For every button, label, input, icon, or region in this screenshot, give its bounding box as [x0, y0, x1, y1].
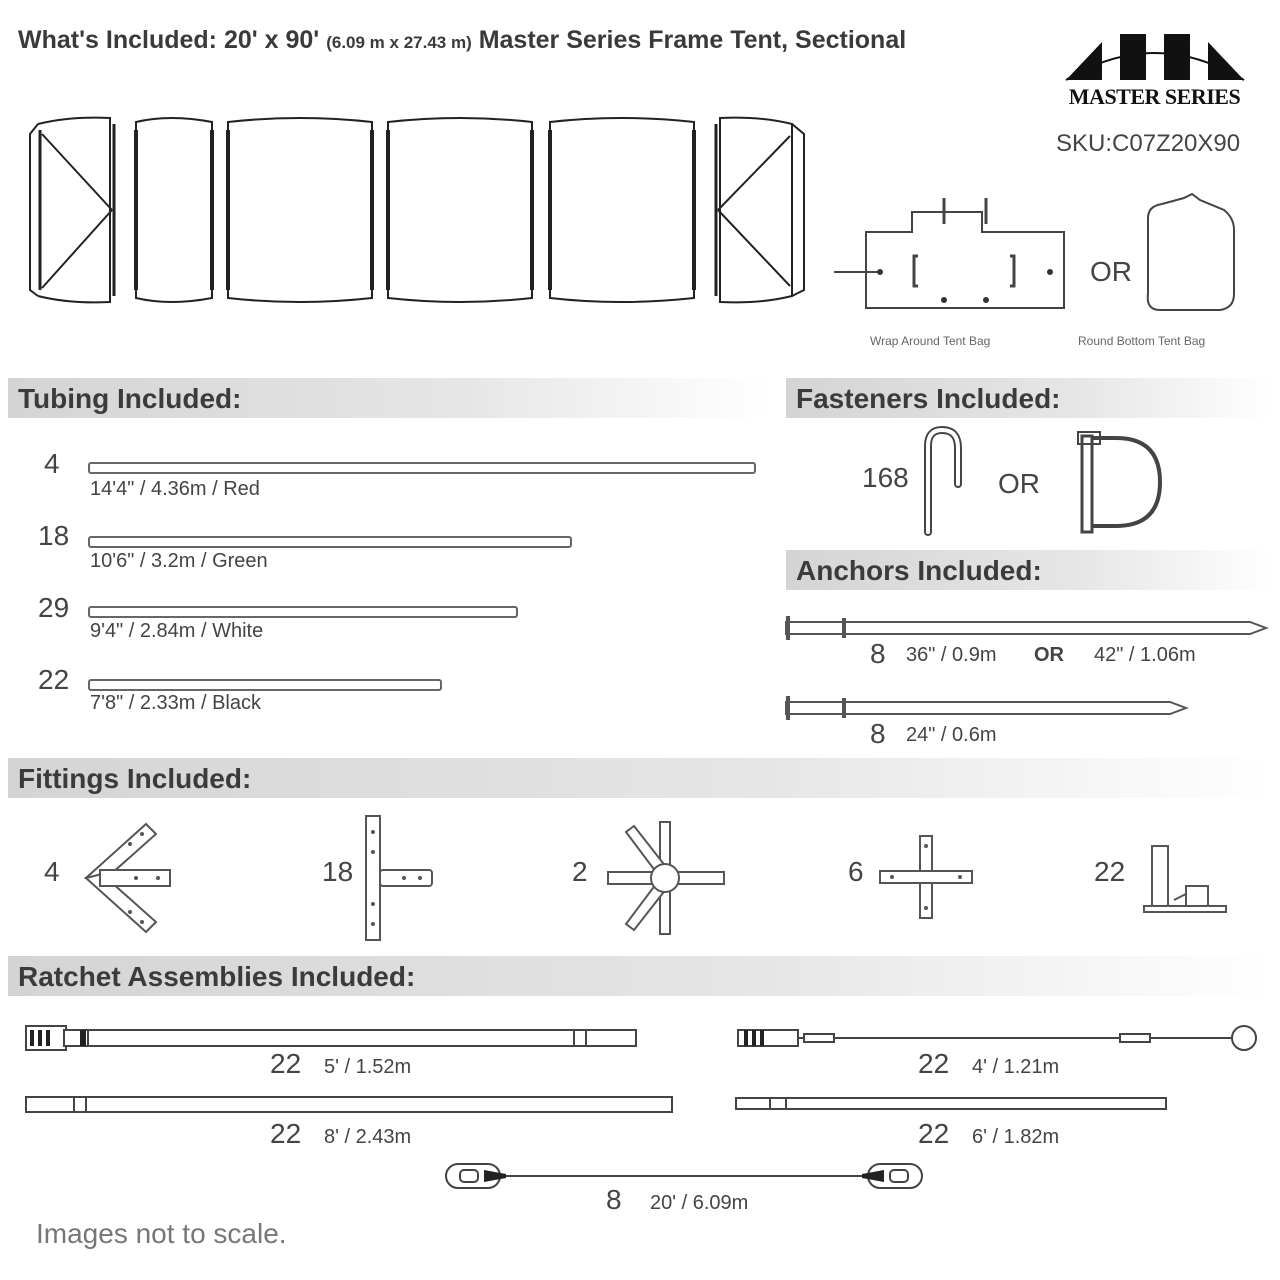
wrap-around-bag-icon: [834, 198, 1064, 308]
master-series-logo: [1052, 30, 1257, 109]
anchor-short-label: 24" / 0.6m: [906, 724, 997, 746]
tubing-white-qty: 29: [38, 592, 70, 623]
fittings-heading: Fittings Included:: [18, 763, 252, 794]
tent-stripes-icon: [1052, 30, 1257, 86]
ratchet-4ft-icon: [734, 1022, 1264, 1054]
tubing-green-label: 10'6" / 3.2m / Green: [90, 550, 268, 572]
round-bottom-bag-icon: [1148, 194, 1234, 310]
strap-8ft-icon: [24, 1094, 676, 1116]
anchor-alt-label: 42" / 1.06m: [1094, 644, 1196, 666]
tubing-white-label: 9'4" / 2.84m / White: [90, 620, 264, 642]
ratchet-5ft-qty: 22: [270, 1048, 302, 1079]
tubing-red-qty: 4: [44, 448, 60, 479]
fasteners-qty: 168: [862, 462, 909, 493]
fitting-baseplate-qty: 22: [1094, 856, 1126, 887]
ratchets-heading: Ratchet Assemblies Included:: [18, 961, 416, 992]
tent-mid-section-2: [228, 118, 372, 302]
fitting-tee-qty: 18: [322, 856, 354, 887]
tubing-green-bar: [88, 536, 572, 548]
title-main: What's Included: 20' x 90': [18, 26, 320, 54]
tubing-black-qty: 22: [38, 664, 70, 695]
tee-fitting-icon: [360, 812, 440, 944]
tubing-black-bar: [88, 679, 442, 691]
ratchet-4ft-qty: 22: [918, 1048, 950, 1079]
title-rest: Master Series Frame Tent, Sectional: [478, 26, 907, 54]
tent-mid-section-3: [388, 118, 532, 302]
round-bag-caption: Round Bottom Tent Bag: [1078, 334, 1206, 348]
fitting-cross-qty: 6: [848, 856, 864, 887]
pin-clip-icon: [1076, 428, 1176, 536]
anchor-long-qty: 8: [870, 638, 886, 669]
tubing-white-bar: [88, 606, 518, 618]
tent-bags-diagram: [832, 190, 1252, 320]
anchor-short-qty: 8: [870, 718, 886, 749]
cross-fitting-icon: [876, 832, 976, 922]
cable-20ft-qty: 8: [606, 1184, 622, 1215]
title-metric: (6.09 m x 27.43 m): [326, 33, 472, 52]
tubing-heading: Tubing Included:: [18, 383, 242, 414]
ratchet-5ft-label: 5' / 1.52m: [324, 1056, 412, 1078]
fasteners-or-label: OR: [998, 468, 1040, 499]
page-title: [18, 26, 906, 55]
ratchet-5ft-icon: [24, 1022, 640, 1054]
wrap-bag-caption: Wrap Around Tent Bag: [870, 334, 991, 348]
tubing-green-qty: 18: [38, 520, 70, 551]
bags-or-label: OR: [1090, 256, 1132, 287]
ratchets-heading-bar: [8, 956, 1274, 996]
fasteners-heading-bar: [786, 378, 1274, 418]
anchors-heading: Anchors Included:: [796, 555, 1042, 586]
base-plate-icon: [1140, 840, 1230, 916]
tent-end-section-right: [716, 118, 804, 303]
fasteners-heading: Fasteners Included:: [796, 383, 1061, 414]
tent-mid-section-4: [550, 118, 694, 302]
anchor-long-stake: [780, 614, 1270, 642]
logo-text: MASTER SERIES: [1068, 84, 1241, 109]
sku-label: SKU:C07Z20X90: [1056, 130, 1241, 157]
footnote: Images not to scale.: [36, 1218, 287, 1249]
strap-6ft-label: 6' / 1.82m: [972, 1126, 1060, 1148]
tent-sections-diagram: [20, 110, 820, 310]
tubing-red-label: 14'4" / 4.36m / Red: [90, 478, 260, 500]
anchor-short-stake: [780, 694, 1190, 722]
tent-mid-section-1: [136, 118, 212, 302]
cable-20ft-label: 20' / 6.09m: [650, 1192, 749, 1214]
anchors-heading-bar: [786, 550, 1274, 590]
hub-fitting-icon: [604, 818, 728, 938]
strap-8ft-qty: 22: [270, 1118, 302, 1149]
stake-hook-icon: [918, 424, 978, 536]
tubing-heading-bar: [8, 378, 768, 418]
tubing-black-label: 7'8" / 2.33m / Black: [90, 692, 261, 714]
strap-6ft-icon: [734, 1094, 1170, 1114]
strap-6ft-qty: 22: [918, 1118, 950, 1149]
anchor-long-label: 36" / 0.9m: [906, 644, 997, 666]
fitting-peak-qty: 4: [44, 856, 60, 887]
cable-20ft-icon: [444, 1160, 926, 1192]
fitting-hub-qty: 2: [572, 856, 588, 887]
tent-end-section-left: [30, 118, 114, 303]
peak-fitting-icon: [80, 818, 180, 938]
ratchet-4ft-label: 4' / 1.21m: [972, 1056, 1060, 1078]
strap-8ft-label: 8' / 2.43m: [324, 1126, 412, 1148]
anchor-or-label: OR: [1034, 644, 1064, 666]
tubing-red-bar: [88, 462, 756, 474]
fittings-heading-bar: [8, 758, 1274, 798]
